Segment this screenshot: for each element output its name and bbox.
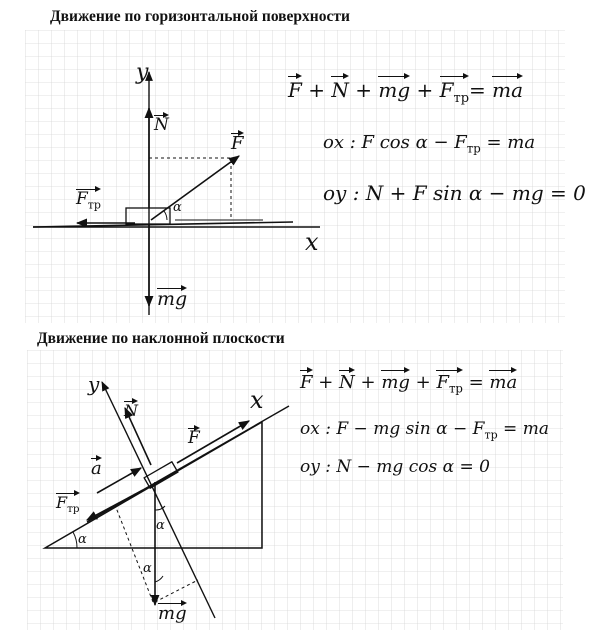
section2-title: Движение по наклонной плоскости	[37, 330, 285, 347]
section1-equation-oy: oy : N + F sin α − mg = 0	[323, 181, 586, 205]
normal-force-label: N	[154, 115, 169, 135]
gravity-force-label: mg	[158, 603, 187, 624]
normal-force-label: N	[124, 401, 138, 420]
section2-equation-ox: ox : F − mg $\sin \alpha - F_{тр}$ = ma	[300, 419, 549, 442]
section2-equation-oy: oy : N − mg cos α = 0	[300, 457, 490, 477]
acceleration-label: a	[91, 458, 102, 479]
section1-equation-ox: ox : F $\cos \alpha - F_{тр}$ = ma	[323, 132, 536, 156]
applied-force-label: F	[231, 133, 244, 154]
y-axis-label: y	[136, 60, 149, 85]
friction-force-label: $F_{тр}$	[56, 493, 80, 516]
base-angle-label: α	[78, 532, 87, 547]
applied-force-label: F	[188, 428, 200, 448]
angle-label: α	[173, 200, 182, 215]
section2-equation-vector: F + N + mg + $F_{тр}$ = ma	[300, 372, 518, 396]
lower-angle-label: α	[143, 561, 152, 576]
x-axis-label: x	[250, 386, 264, 414]
upper-angle-label: α	[156, 518, 165, 533]
section1-title: Движение по горизонтальной поверхности	[50, 8, 350, 25]
friction-force-label: $F_{тр}$	[76, 189, 101, 212]
x-axis-label: x	[305, 228, 319, 256]
gravity-force-label: mg	[157, 288, 188, 310]
y-axis-label: y	[88, 372, 100, 396]
section1-equation-vector: F + N + mg + $F_{тр}=$ ma	[288, 78, 524, 106]
